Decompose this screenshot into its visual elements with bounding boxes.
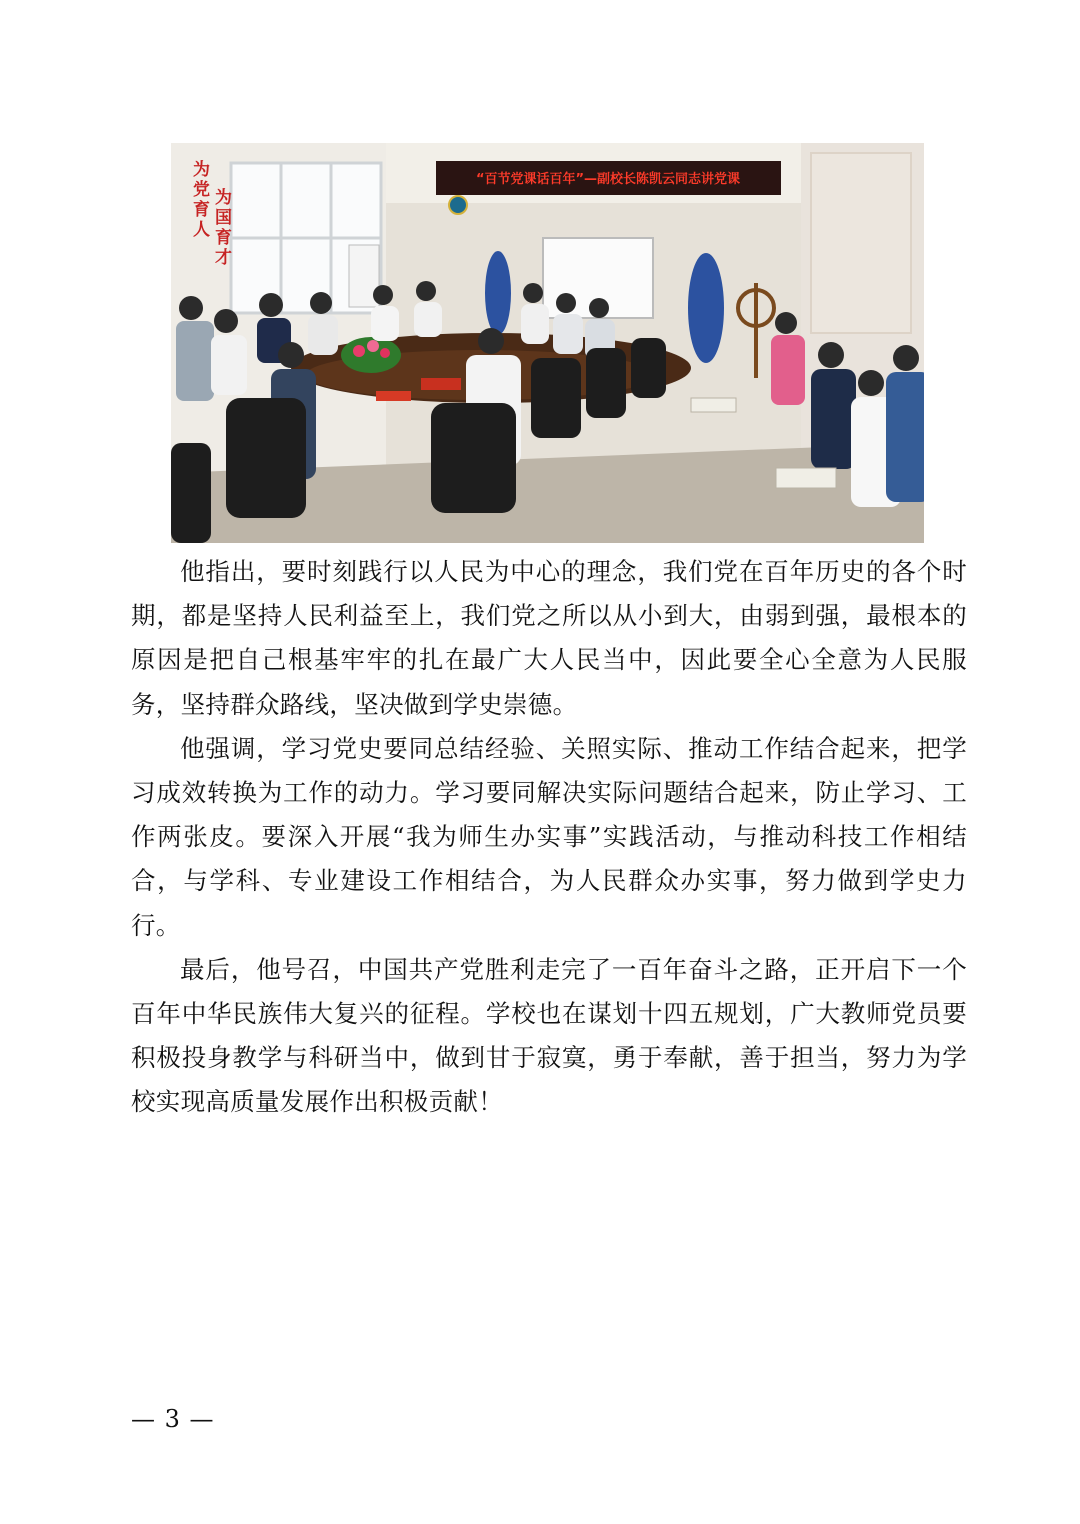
paragraph-3: 最后，他号召，中国共产党胜利走完了一百年奋斗之路，正开启下一个百年中华民族伟大复兴的征程。学校也在谋划十四五规划，广大教师党员要积极投身教学与科研当中，做到甘于寂寞，勇于奉献，善于担当，努力为学校实现高质量发展作出积极贡献！: [131, 954, 967, 1117]
photo-slogan-right: 为国育才: [215, 188, 232, 268]
paragraph-2: 他强调，学习党史要同总结经验、关照实际、推动工作结合起来，把学习成效转换为工作的动力。学习要同解决实际问题结合起来，防止学习、工作两张皮。要深入开展“我为师生办实事”实践活动，与推动科技工作相结合，与学科、专业建设工作相结合，为人民群众办实事，努力做到学史力行。: [131, 733, 967, 940]
paragraph-1: 他指出，要时刻践行以人民为中心的理念，我们党在百年历史的各个时期，都是坚持人民利益至上，我们党之所以从小到大，由弱到强，最根本的原因是把自己根基牢牢的扎在最广大人民当中，因此要全心全意为人民服务，坚持群众路线，坚决做到学史崇德。: [131, 557, 967, 719]
page-number: — 3 —: [131, 1405, 215, 1433]
meeting-photo: [171, 143, 924, 543]
article-body: [131, 550, 967, 1125]
meeting-photo-illustration: [171, 143, 924, 543]
photo-banner-text: “百节党课话百年”—副校长陈凯云同志讲党课: [475, 172, 741, 187]
photo-slogan-left: 为党育人: [193, 160, 210, 240]
